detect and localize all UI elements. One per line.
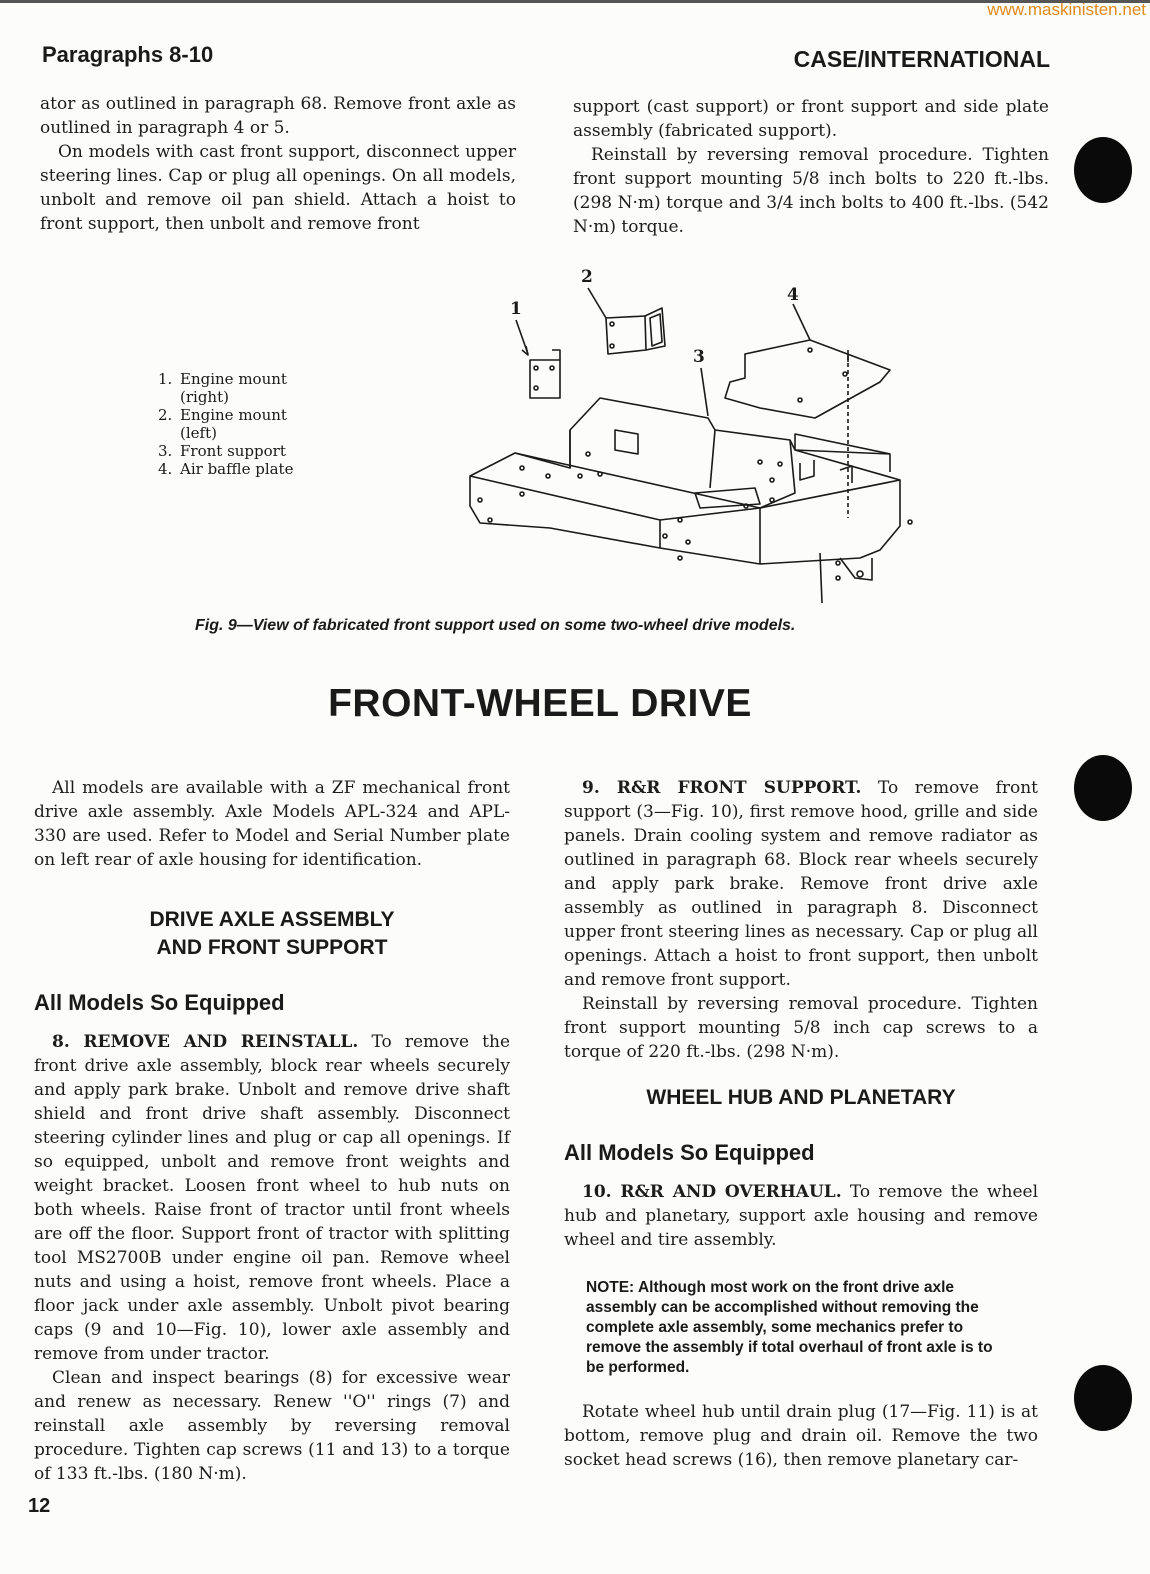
section-title: FRONT-WHEEL DRIVE — [328, 682, 752, 725]
top-right-column — [573, 95, 1049, 239]
left-column — [34, 776, 510, 1486]
paragraph: Reinstall by reversing removal procedure. Tighten front support mounting 5/8 inch cap screws to a torque of 220 ft.-lbs. (298 N·m). — [564, 994, 1038, 1062]
drive-axle-subhead: DRIVE AXLE ASSEMBLY AND FRONT SUPPORT — [149, 908, 395, 959]
page-number: 12 — [28, 1495, 51, 1517]
paragraph: On models with cast front support, disconnect upper steering lines. Cap or plug all openings. On all models, unbolt and remove oil pan shield. Attach a hoist to front support, then unbolt and remove front — [40, 142, 516, 234]
watermark[interactable]: www.maskinisten.net — [987, 0, 1146, 19]
figure-caption: Fig. 9—View of fabricated front support used on some two-wheel drive models. — [195, 617, 796, 634]
note-box: NOTE: Although most work on the front drive axle assembly can be accomplished without removing the complete axle assembly, some mechanics prefer to remove the assembly if total overhaul of front axle is to be performed. — [586, 1279, 993, 1376]
front-support-drawing — [460, 258, 920, 610]
legend-item: 2. Engine mount (left) — [158, 406, 287, 442]
binder-hole — [1074, 137, 1132, 203]
legend-item: 3. Front support — [158, 442, 286, 460]
models-heading: All Models So Equipped — [564, 1140, 815, 1165]
paragraph: Reinstall by reversing removal procedure. Tighten front support mounting 5/8 inch bolts to 220 ft.-lbs. (298 N·m) torque and 3/4 inch bolts to 400 ft.-lbs. (542 N·m) torque. — [573, 145, 1049, 237]
binder-hole — [1074, 755, 1132, 821]
callout-3: 3 — [693, 347, 705, 367]
running-head-left: Paragraphs 8-10 — [42, 42, 214, 67]
wheel-hub-subhead: WHEEL HUB AND PLANETARY — [646, 1086, 956, 1109]
legend-item: 4. Air baffle plate — [158, 460, 294, 478]
models-heading: All Models So Equipped — [34, 990, 285, 1015]
running-head-right: CASE/INTERNATIONAL — [793, 46, 1050, 72]
top-border — [0, 0, 1150, 3]
paragraph: Rotate wheel hub until drain plug (17—Fig. 11) is at bottom, remove plug and drain oil. Remove the two socket head screws (16), then remove planetary car- — [564, 1402, 1038, 1470]
callout-1: 1 — [510, 299, 522, 319]
paragraph: support (cast support) or front support and side plate assembly (fabricated support). — [573, 97, 1049, 141]
top-left-column — [40, 92, 516, 236]
paragraph: Clean and inspect bearings (8) for excessive wear and renew as necessary. Renew ''O'' rings (7) and reinstall axle assembly by reversing removal procedure. Tighten cap screws (11 and 13) to a torque of 133 ft.-lbs. (180 N·m). — [34, 1368, 510, 1484]
figure-legend — [158, 370, 315, 478]
intro-paragraph: All models are available with a ZF mechanical front drive axle assembly. Axle Models APL-324 and APL-330 are used. Refer to Model and Serial Number plate on left rear of axle housing for identification. — [34, 778, 510, 870]
right-column — [564, 776, 1038, 1472]
legend-item: 1. Engine mount (right) — [158, 370, 287, 406]
callout-2: 2 — [581, 267, 593, 287]
paragraph-9: 9. R&R FRONT SUPPORT. To remove front support (3—Fig. 10), first remove hood, grille and side panels. Drain cooling system and remove radiator as outlined in paragraph 68. Block rear wheels securely and apply park brake. Remove front drive axle assembly as outlined in paragraph 8. Disconnect upper front steering lines as necessary. Cap or plug all openings. Attach a hoist to front support, then unbolt and remove front support. — [564, 778, 1038, 990]
paragraph-8: 8. REMOVE AND REINSTALL. To remove the front drive axle assembly, block rear wheels securely and apply park brake. Unbolt and remove drive shaft shield and front drive shaft assembly. Disconnect steering cylinder lines and plug or cap all openings. If so equipped, unbolt and remove front weights and weight bracket. Loosen front wheel to hub nuts on both wheels. Raise front of tractor until front wheels are off the floor. Support front of tractor with splitting tool MS2700B under engine oil pan. Remove wheel nuts and using a hoist, remove front wheels. Place a floor jack under axle assembly. Unbolt pivot bearing caps (9 and 10—Fig. 10), lower axle assembly and remove from under tractor. — [34, 1032, 511, 1364]
callout-4: 4 — [787, 285, 799, 305]
paragraph-10: 10. R&R AND OVERHAUL. To remove the wheel hub and planetary, support axle housing and remove wheel and tire assembly. — [564, 1182, 1039, 1250]
binder-hole — [1074, 1365, 1132, 1431]
paragraph: ator as outlined in paragraph 68. Remove front axle as outlined in paragraph 4 or 5. — [40, 94, 516, 138]
